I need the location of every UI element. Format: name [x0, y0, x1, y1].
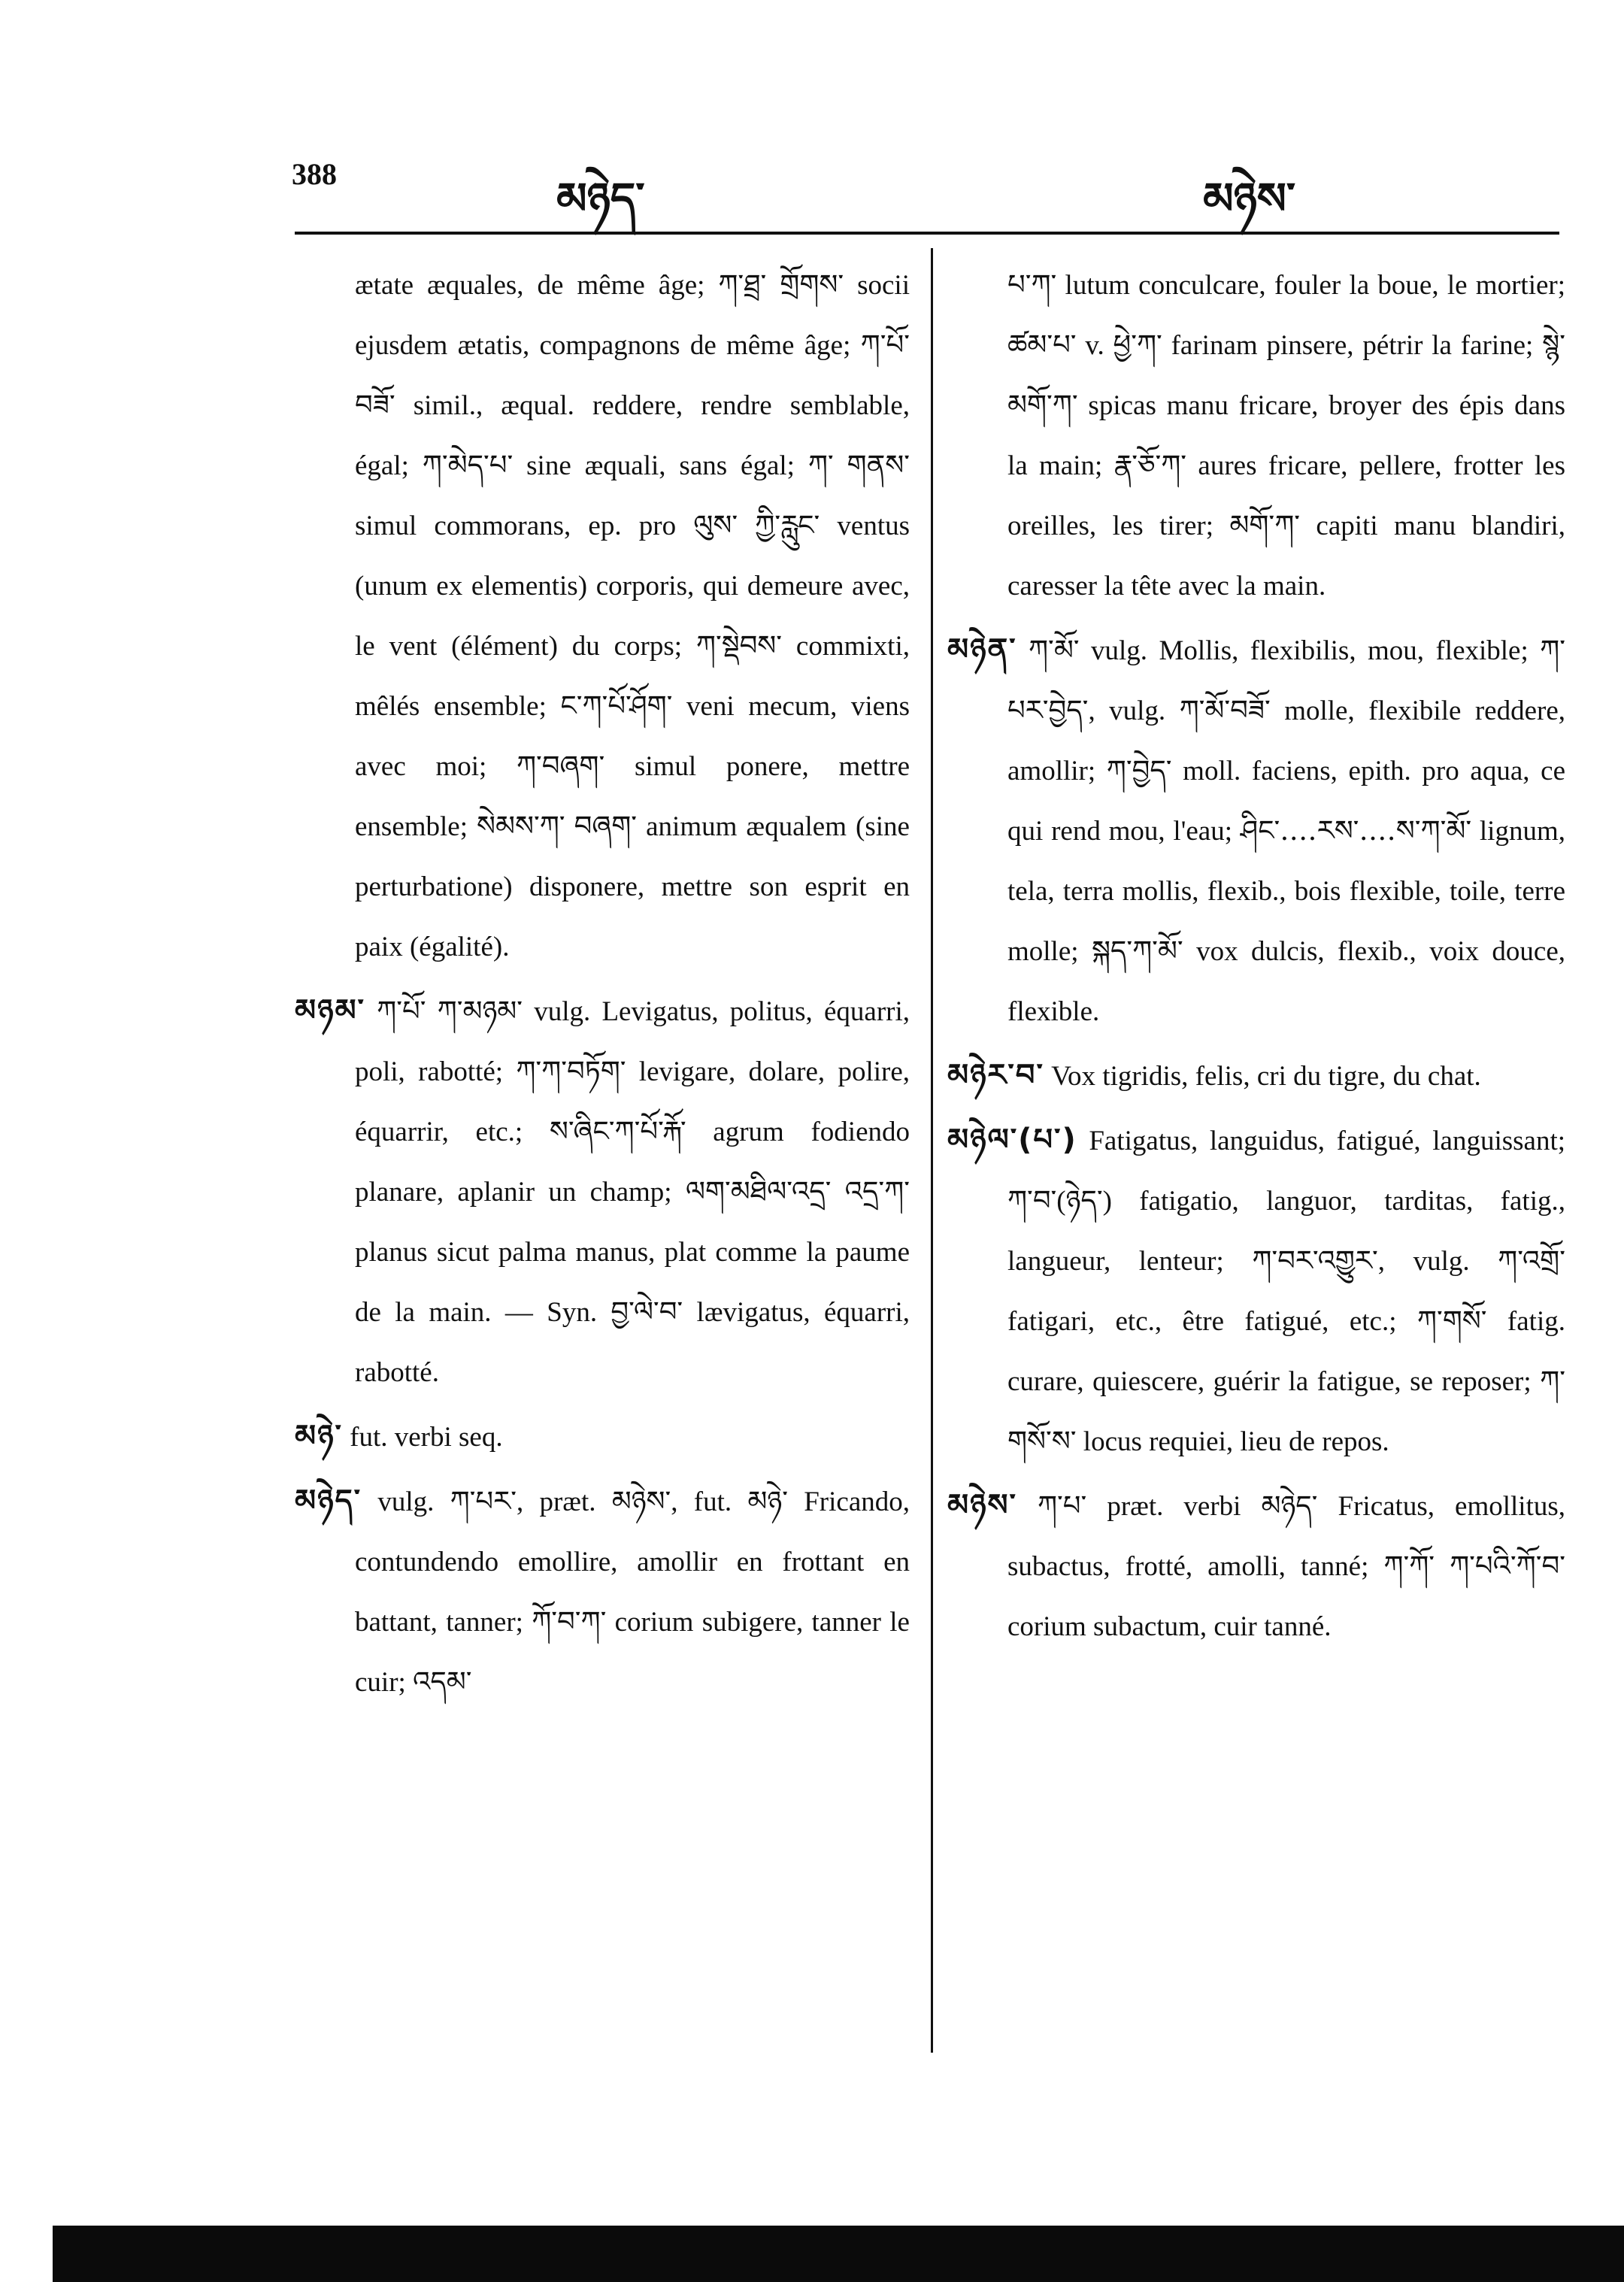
dictionary-entry — [947, 1475, 1565, 1657]
headword: མཉེལ་(པ་) — [947, 1123, 1077, 1157]
entry-text: ཀ་པོ་ ཀ་མཉམ་ vulg. Levigatus, politus, équarri, poli, rabotté; ཀ་ཀ་བཏོག་ levigare, dolare, polire, équarrir, etc.; ས་ཞིང་ཀ་པོ་རྐོ་ agrum fodiendo planare, aplanir un champ; ལག་མཐིལ་འདྲ་ འདྲ་ཀ་ planus sicut palma manus, plat comme la paume de la main. — Syn. བྱ་ལེ་བ་ lævigatus, équarri, rabotté. — [355, 996, 910, 1388]
dictionary-entry — [947, 1045, 1565, 1107]
dictionary-entry — [295, 1406, 910, 1468]
dictionary-entry — [295, 256, 910, 977]
dictionary-entry — [947, 256, 1565, 617]
headword: མཉེད་ — [295, 1483, 362, 1518]
header-rule — [295, 232, 1559, 235]
page-number: 388 — [292, 157, 337, 191]
headword: མཉེས་ — [947, 1488, 1017, 1523]
headword: མཉེ་ — [295, 1419, 343, 1453]
running-head-right: མཉེས་ — [1203, 173, 1296, 224]
right-column — [947, 256, 1565, 1660]
dictionary-entry — [295, 1471, 910, 1713]
entry-text: ཀ་མོ་ vulg. Mollis, flexibilis, mou, flexible; ཀ་པར་བྱེད་, vulg. ཀ་མོ་བཟོ་ molle, flexibile reddere, amollir; ཀ་བྱེད་ moll. faciens, epith. pro aqua, ce qui rend mou, l'eau; ཤིང་‥‥རས་‥‥ས་ཀ་མོ་ lignum, tela, terra mollis, flexib., bois flexible, toile, terre molle; སྐད་ཀ་མོ་ vox dulcis, flexib., voix douce, flexible. — [1007, 635, 1566, 1027]
dictionary-entry — [947, 620, 1565, 1042]
entry-text: Fatigatus, languidus, fatigué, languissant; ཀ་བ་(ཉེད་) fatigatio, languor, tarditas, fatig., langueur, lenteur; ཀ་བར་འགྱུར་, vulg. ཀ་འགྲོ་ fatigari, etc., être fatigué, etc.; ཀ་གསོ་ fatig. curare, quiescere, guérir la fatigue, se reposer; ཀ་གསོ་ས་ locus requiei, lieu de repos. — [1007, 1126, 1566, 1457]
dictionary-entry — [295, 980, 910, 1403]
scan-border — [53, 2226, 1624, 2282]
running-head-left: མཉེད་ — [556, 173, 645, 224]
left-column — [295, 256, 910, 1716]
column-divider — [931, 248, 933, 2053]
dictionary-entry — [947, 1110, 1565, 1472]
entry-text: ཀ་པ་ præt. verbi མཉེད་ Fricatus, emollitus, subactus, frotté, amolli, tanné; ཀ་ཀོ་ ཀ་པའི་ཀོ་བ་ corium subactum, cuir tanné. — [1007, 1491, 1565, 1642]
entry-text: vulg. ཀ་པར་, præt. མཉེས་, fut. མཉེ་ Fricando, contundendo emollire, amollir en frottant en battant, tanner; ཀོ་བ་ཀ་ corium subigere, tanner le cuir; འདམ་ — [355, 1486, 910, 1698]
entry-text: པ་ཀ་ lutum conculcare, fouler la boue, le mortier; ཚམ་པ་ v. ཕྱེ་ཀ་ farinam pinsere, pétrir la farine; སྙེ་མགོ་ཀ་ spicas manu fricare, broyer des épis dans la main; རྣ་ཅོ་ཀ་ aures fricare, pellere, frotter les oreilles, les tirer; མགོ་ཀ་ capiti manu blandiri, caresser la tête avec la main. — [1007, 270, 1565, 602]
headword: མཉམ་ — [295, 993, 365, 1028]
headword: མཉེན་ — [947, 632, 1017, 667]
headword: མཉེར་བ་ — [947, 1058, 1044, 1093]
entry-text: fut. verbi seq. — [350, 1422, 503, 1453]
entry-text: Vox tigridis, felis, cri du tigre, du chat. — [1051, 1061, 1481, 1092]
entry-text: ætate æquales, de même âge; ཀ་ཐྲ་ གྲོགས་ socii ejusdem ætatis, compagnons de même âge; ཀ་པོ་བཟོ་ simil., æqual. reddere, rendre semblable, égal; ཀ་མེད་པ་ sine æquali, sans égal; ཀ་ གནས་ simul commorans, ep. pro ལུས་ ཀྱི་རླུང་ ventus (unum ex elementis) corporis, qui demeure avec, le vent (élément) du corps; ཀ་སྡེབས་ commixti, mêlés ensemble; ང་ཀ་པོ་ཤོག་ veni mecum, viens avec moi; ཀ་བཞག་ simul ponere, mettre ensemble; སེམས་ཀ་ བཞག་ animum æqualem (sine perturbatione) disponere, mettre son esprit en paix (égalité). — [355, 270, 910, 962]
